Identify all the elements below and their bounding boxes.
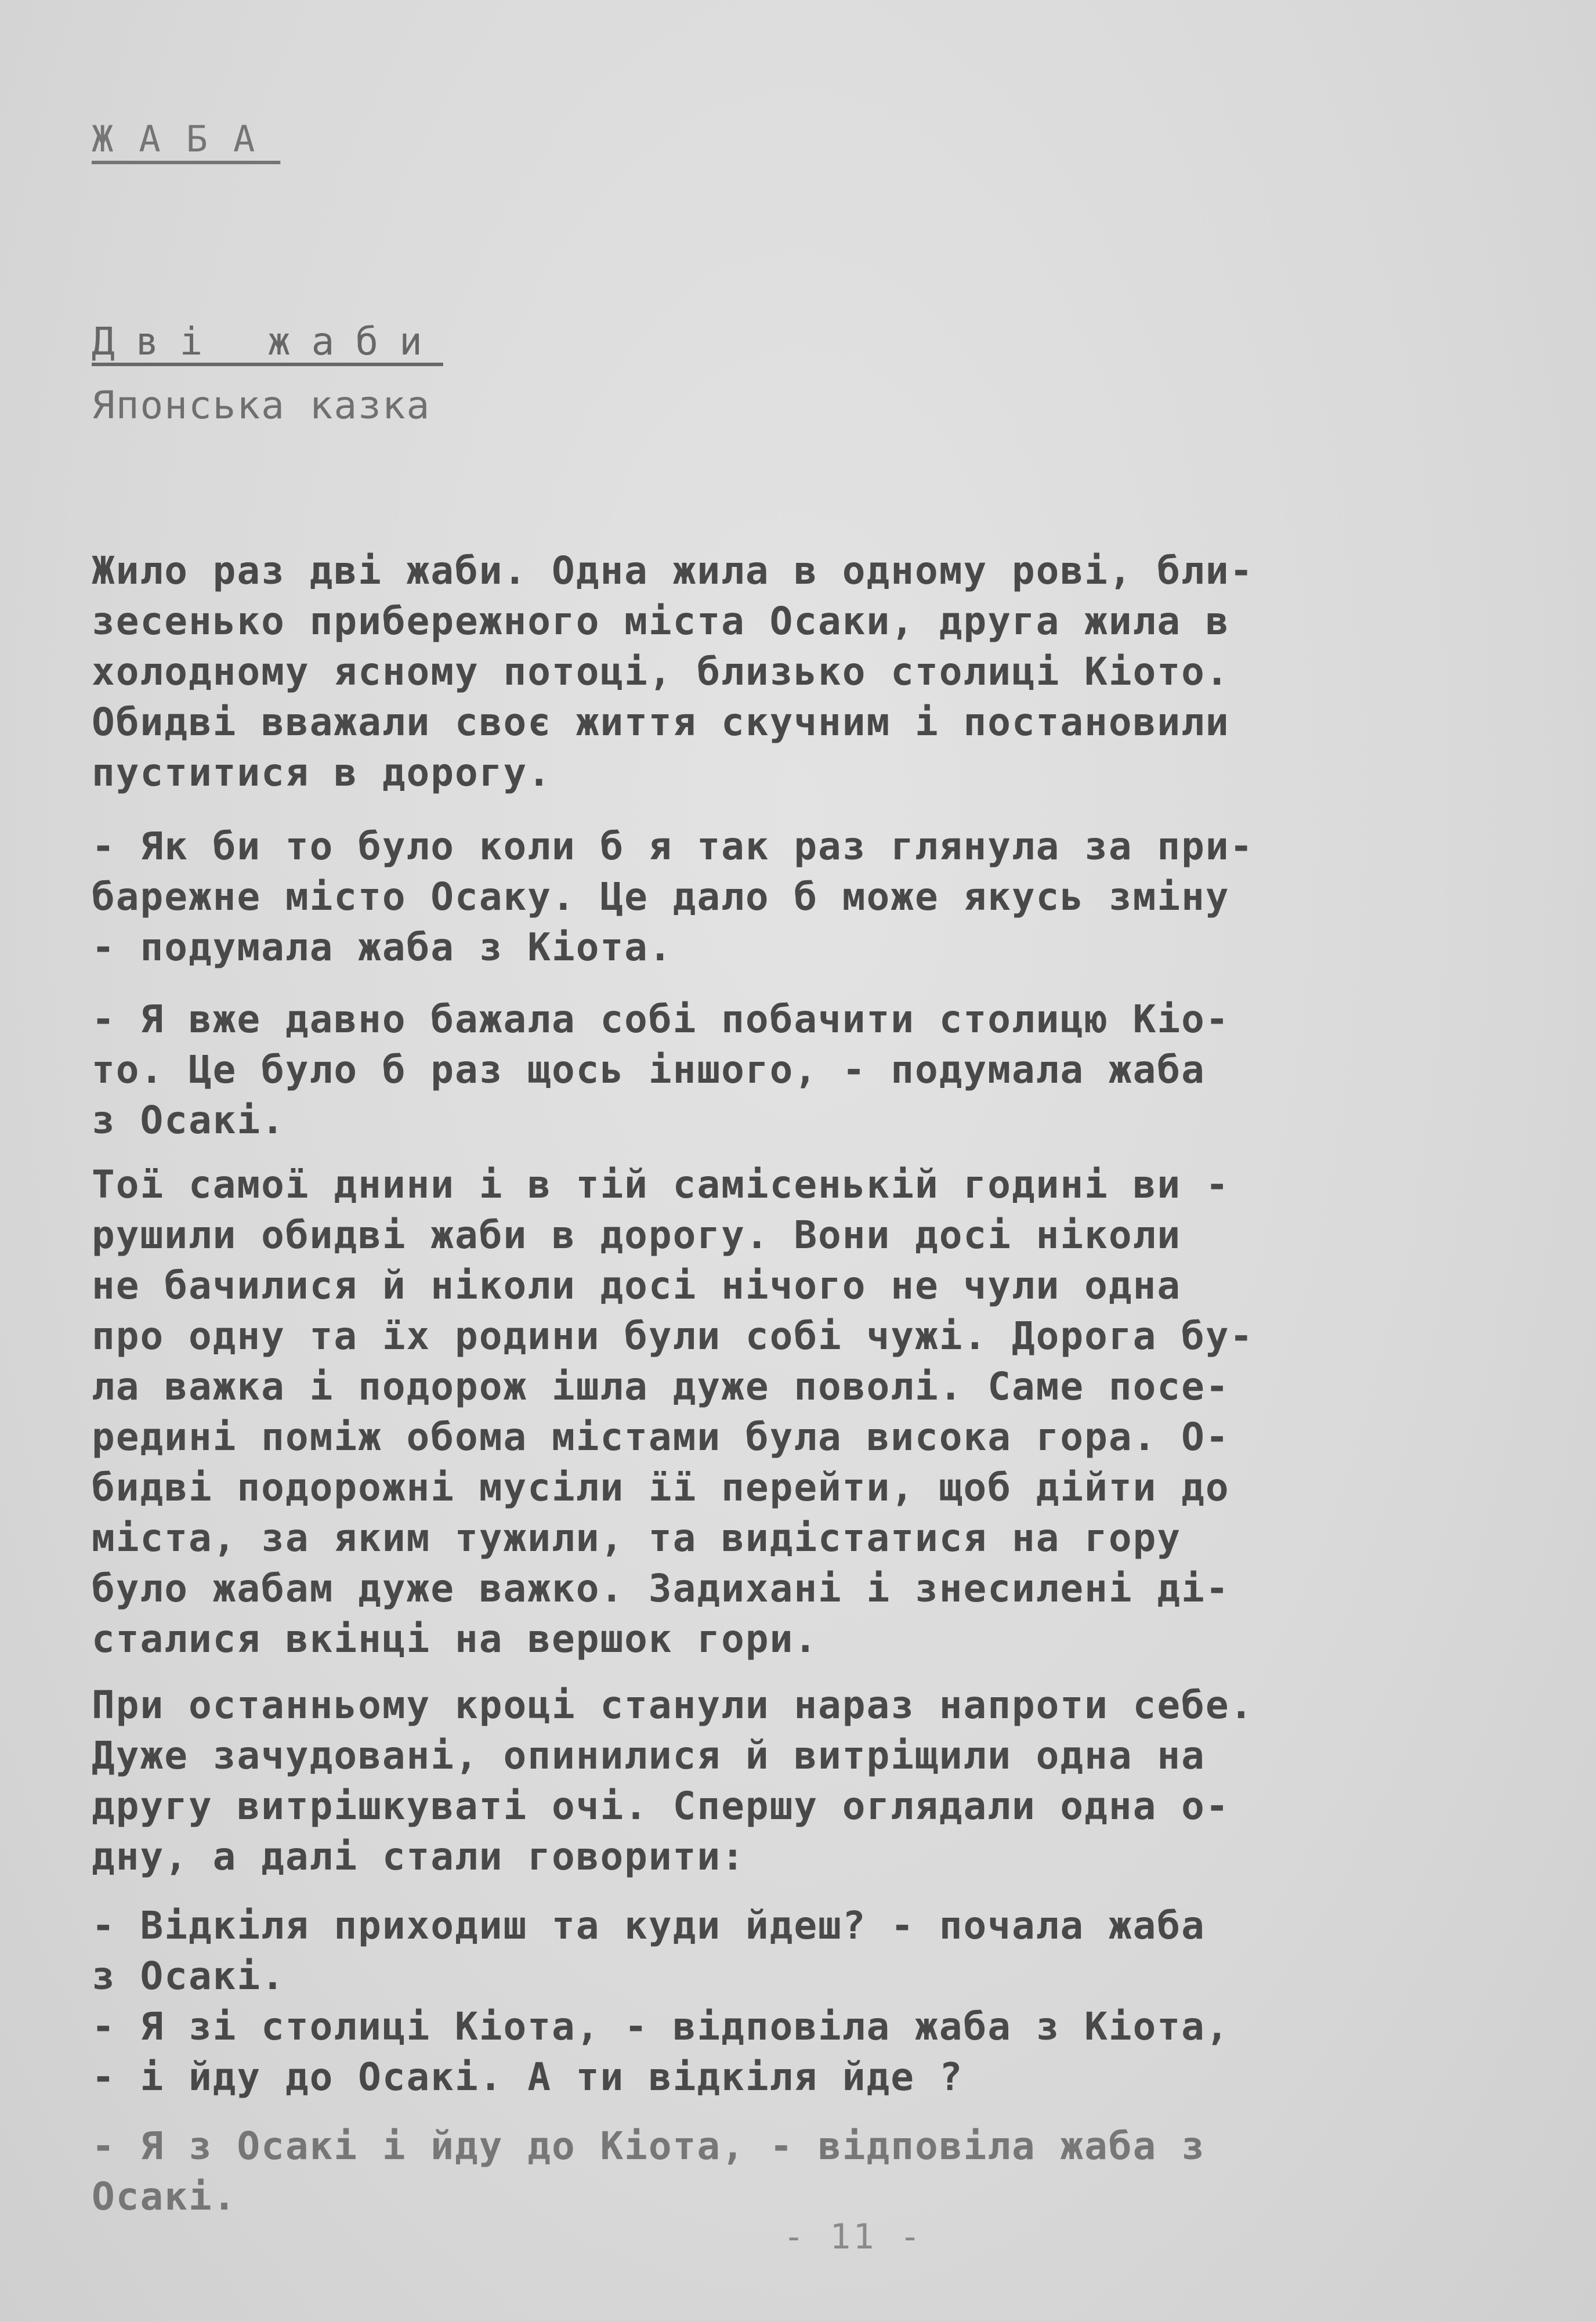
paragraph: - Я вже давно бажала собі побачити столицю Кіо- то. Це було б раз щось іншого, - подумала жаба з Осакі.	[92, 997, 1230, 1143]
document-header: ЖАБА	[92, 118, 281, 160]
paragraph: - Як би то було коли б я так раз глянула за при- барежне місто Осаку. Це дало б може якусь зміну - подумала жаба з Кіота.	[92, 824, 1254, 970]
paragraph: Жило раз дві жаби. Одна жила в одному рові, бли- зесенько прибережного міста Осаки, друга жила в холодному ясному потоці, близько столиці Кіото. Обидві вважали своє життя скучним і постановили пуститися в дорогу.	[92, 548, 1254, 795]
story-subtitle: Японська казка	[92, 383, 431, 428]
paragraph: При останньому кроці станули нараз напроти себе. Дуже зачудовані, опинилися й витріщили одна на другу витрішкуваті очі. Спершу оглядали одна о- дну, а далі стали говорити:	[92, 1683, 1254, 1879]
paragraph: - Відкіля приходиш та куди йдеш? - почала жаба з Осакі. - Я зі столиці Кіота, - відповіла жаба з Кіота, - і йду до Осакі. А ти відкіля йде ?	[92, 1903, 1230, 2099]
story-title: Дві жаби	[92, 319, 443, 364]
page-number: - 11 -	[783, 2217, 923, 2257]
paragraph: Тої самої днини і в тій самісенькій годині ви - рушили обидві жаби в дорогу. Вони досі ніколи не бачилися й ніколи досі нічого не чули одна про одну та їх родини були собі чужі. Дорога бу- ла важка і подорож ішла дуже поволі. Саме посе- редині поміж обома містами була висока гора. О- бидві подорожні мусіли її перейти, щоб дійти до міста, за яким тужили, та видістатися на гору було жабам дуже важко. Задихані і знесилені ді- сталися вкінці на вершок гори.	[92, 1162, 1254, 1661]
paragraph: - Я з Осакі і йду до Кіота, - відповіла жаба з Осакі.	[92, 2124, 1206, 2219]
